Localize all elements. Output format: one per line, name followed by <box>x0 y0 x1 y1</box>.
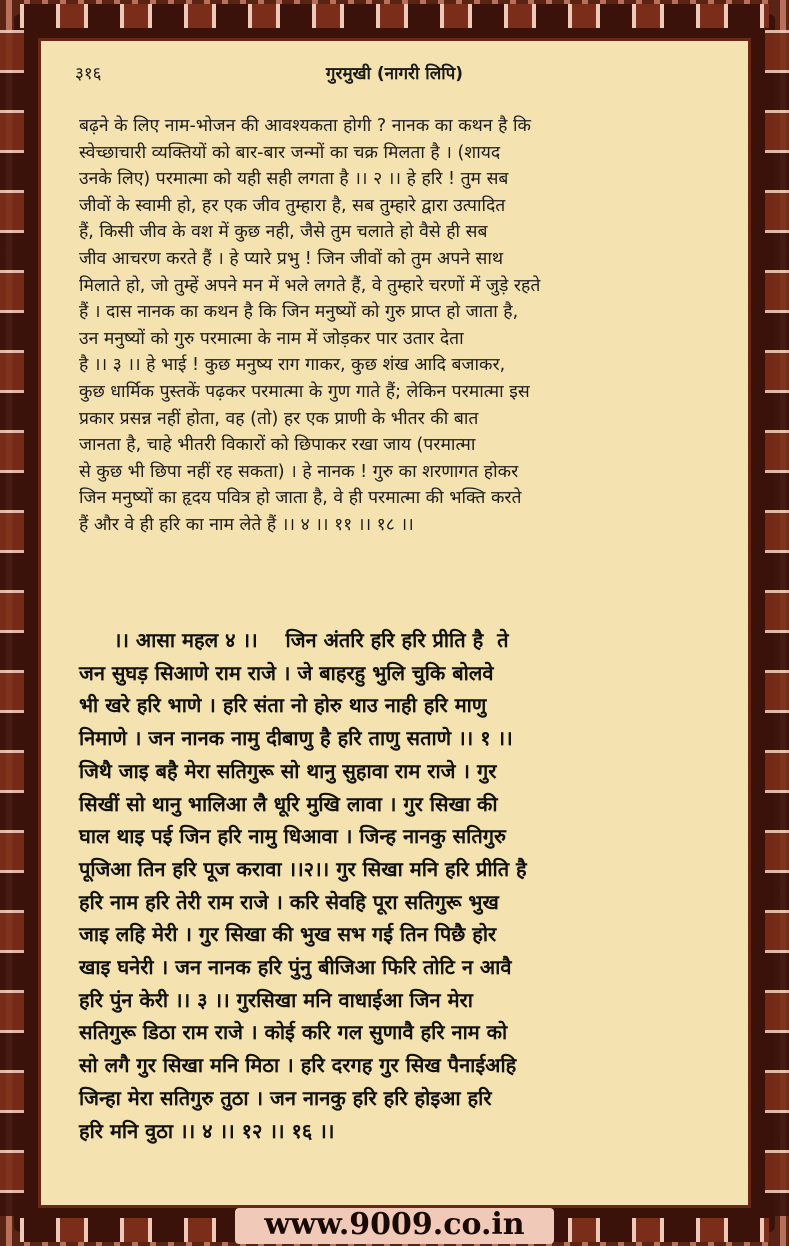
hymn-line: हरि पुंन केरी ।। ३ ।। गुरसिखा मनि वाधाईआ जिन मेरा <box>79 987 473 1012</box>
hymn-line: पूजिआ तिन हरि पूज करावा ।।२।। गुर सिखा मनि हरि प्रीति है <box>79 856 527 881</box>
commentary-line: से कुछ भी छिपा नहीं रह सकता) । हे नानक ! गुरु का शरणागत होकर <box>79 461 519 482</box>
hymn-line: जन सुघड़ सिआणे राम राजे । जे बाहरहु भुलि चुकि बोलवे <box>79 660 494 685</box>
commentary-line: हैं और वे ही हरि का नाम लेते हैं ।। ४ ।। ११ ।। १८ ।। <box>79 514 414 535</box>
hymn-line: निमाणे । जन नानक नामु दीबाणु है हरि ताणु सताणे ।। १ ।। <box>79 726 513 751</box>
commentary-line: हैं । दास नानक का कथन है कि जिन मनुष्यों को गुरु प्राप्त हो जाता है, <box>79 302 519 323</box>
hymn-line: सिखीं सो थानु भालिआ लै धूरि मुखि लावा । गुर सिखा की <box>79 791 498 816</box>
commentary-line: जीव आचरण करते हैं । हे प्यारे प्रभु ! जिन जीवों को तुम अपने साथ <box>79 248 504 269</box>
hymn-line: भी खरे हरि भाणे । हरि संता नो होरु थाउ नाही हरि माणु <box>79 693 487 718</box>
hymn-paragraph <box>79 624 719 1147</box>
commentary-line: जानता है, चाहे भीतरी विकारों को छिपाकर रखा जाय (परमात्मा <box>79 435 476 456</box>
page-number: ३१६ <box>75 64 102 84</box>
commentary-line: बढ़ने के लिए नाम-भोजन की आवश्यकता होगी ? नानक का कथन है कि <box>79 116 531 136</box>
border-left-scroll-pattern <box>0 30 24 1216</box>
commentary-line: जिन मनुष्यों का हृदय पवित्र हो जाता है, वे ही परमात्मा की भक्ति करते <box>79 488 522 509</box>
hymn-line: खाइ घनेरी । जन नानक हरि पुंनु बीजिआ फिरि तोटि न आवै <box>79 955 512 980</box>
commentary-line: उनके लिए) परमात्मा को यही सही लगता है ।। २ ।। हे हरि ! तुम सब <box>79 169 509 190</box>
hymn-line: हरि नाम हरि तेरी राम राजे । करि सेवहि पूरा सतिगुरू भुख <box>79 889 499 914</box>
commentary-line: उन मनुष्यों को गुरु परमात्मा के नाम में जोड़कर पार उतार देता <box>79 328 464 349</box>
hymn-line: सो लगै गुर सिखा मनि मिठा । हरि दरगह गुर सिख पैनाईअहि <box>79 1053 517 1078</box>
border-top-pattern <box>20 4 769 28</box>
commentary-line: कुछ धार्मिक पुस्तकें पढ़कर परमात्मा के गुण गाते हैं; लेकिन परमात्मा इस <box>79 381 530 402</box>
commentary-line: स्वेच्छाचारी व्यक्तियों को बार-बार जन्मों का चक्र मिलता है । (शायद <box>79 142 501 163</box>
commentary-line: जीवों के स्वामी हो, हर एक जीव तुम्हारा है, सब तुम्हारे द्वारा उत्पादित <box>79 195 506 216</box>
page-header <box>75 61 714 89</box>
hymn-line: हरि मनि वुठा ।। ४ ।। १२ ।। १६ ।। <box>79 1118 335 1143</box>
hymn-line: घाल थाइ पई जिन हरि नामु धिआवा । जिन्ह नानकु सतिगुरु <box>79 824 506 849</box>
hymn-line: जाइ लहि मेरी । गुर सिखा की भुख सभ गई तिन पिछै होर <box>79 922 497 947</box>
running-title: गुरमुखी (नागरी लिपि) <box>325 64 464 84</box>
commentary-line: मिलाते हो, जो तुम्हें अपने मन में भले लगते हैं, वे तुम्हारे चरणों में जुड़े रहते <box>79 275 541 296</box>
hymn-line: ।। आसा महल ४ ।। जिन अंतरि हरि हरि प्रीति है ते <box>79 628 509 652</box>
commentary-line: हैं, किसी जीव के वश में कुछ नही, जैसे तुम चलाते हो वैसे ही सब <box>79 222 488 243</box>
commentary-paragraph <box>79 113 719 539</box>
book-page <box>38 38 751 1208</box>
commentary-line: है ।। ३ ।। हे भाई ! कुछ मनुष्य राग गाकर, कुछ शंख आदि बजाकर, <box>79 355 506 376</box>
border-right-scroll-pattern <box>765 30 789 1216</box>
hymn-line: सतिगुरू डिठा राम राजे । कोई करि गल सुणावै हरि नाम को <box>79 1020 508 1045</box>
commentary-line: प्रकार प्रसन्न नहीं होता, वह (तो) हर एक प्राणी के भीतर की बात <box>79 408 479 429</box>
hymn-line: जिथै जाइ बहै मेरा सतिगुरू सो थानु सुहावा राम राजे । गुर <box>79 758 497 783</box>
footer-website-link[interactable]: www.9009.co.in <box>264 1207 525 1242</box>
hymn-line: जिन्हा मेरा सतिगुरु तुठा । जन नानकु हरि हरि होइआ हरि <box>79 1085 492 1110</box>
